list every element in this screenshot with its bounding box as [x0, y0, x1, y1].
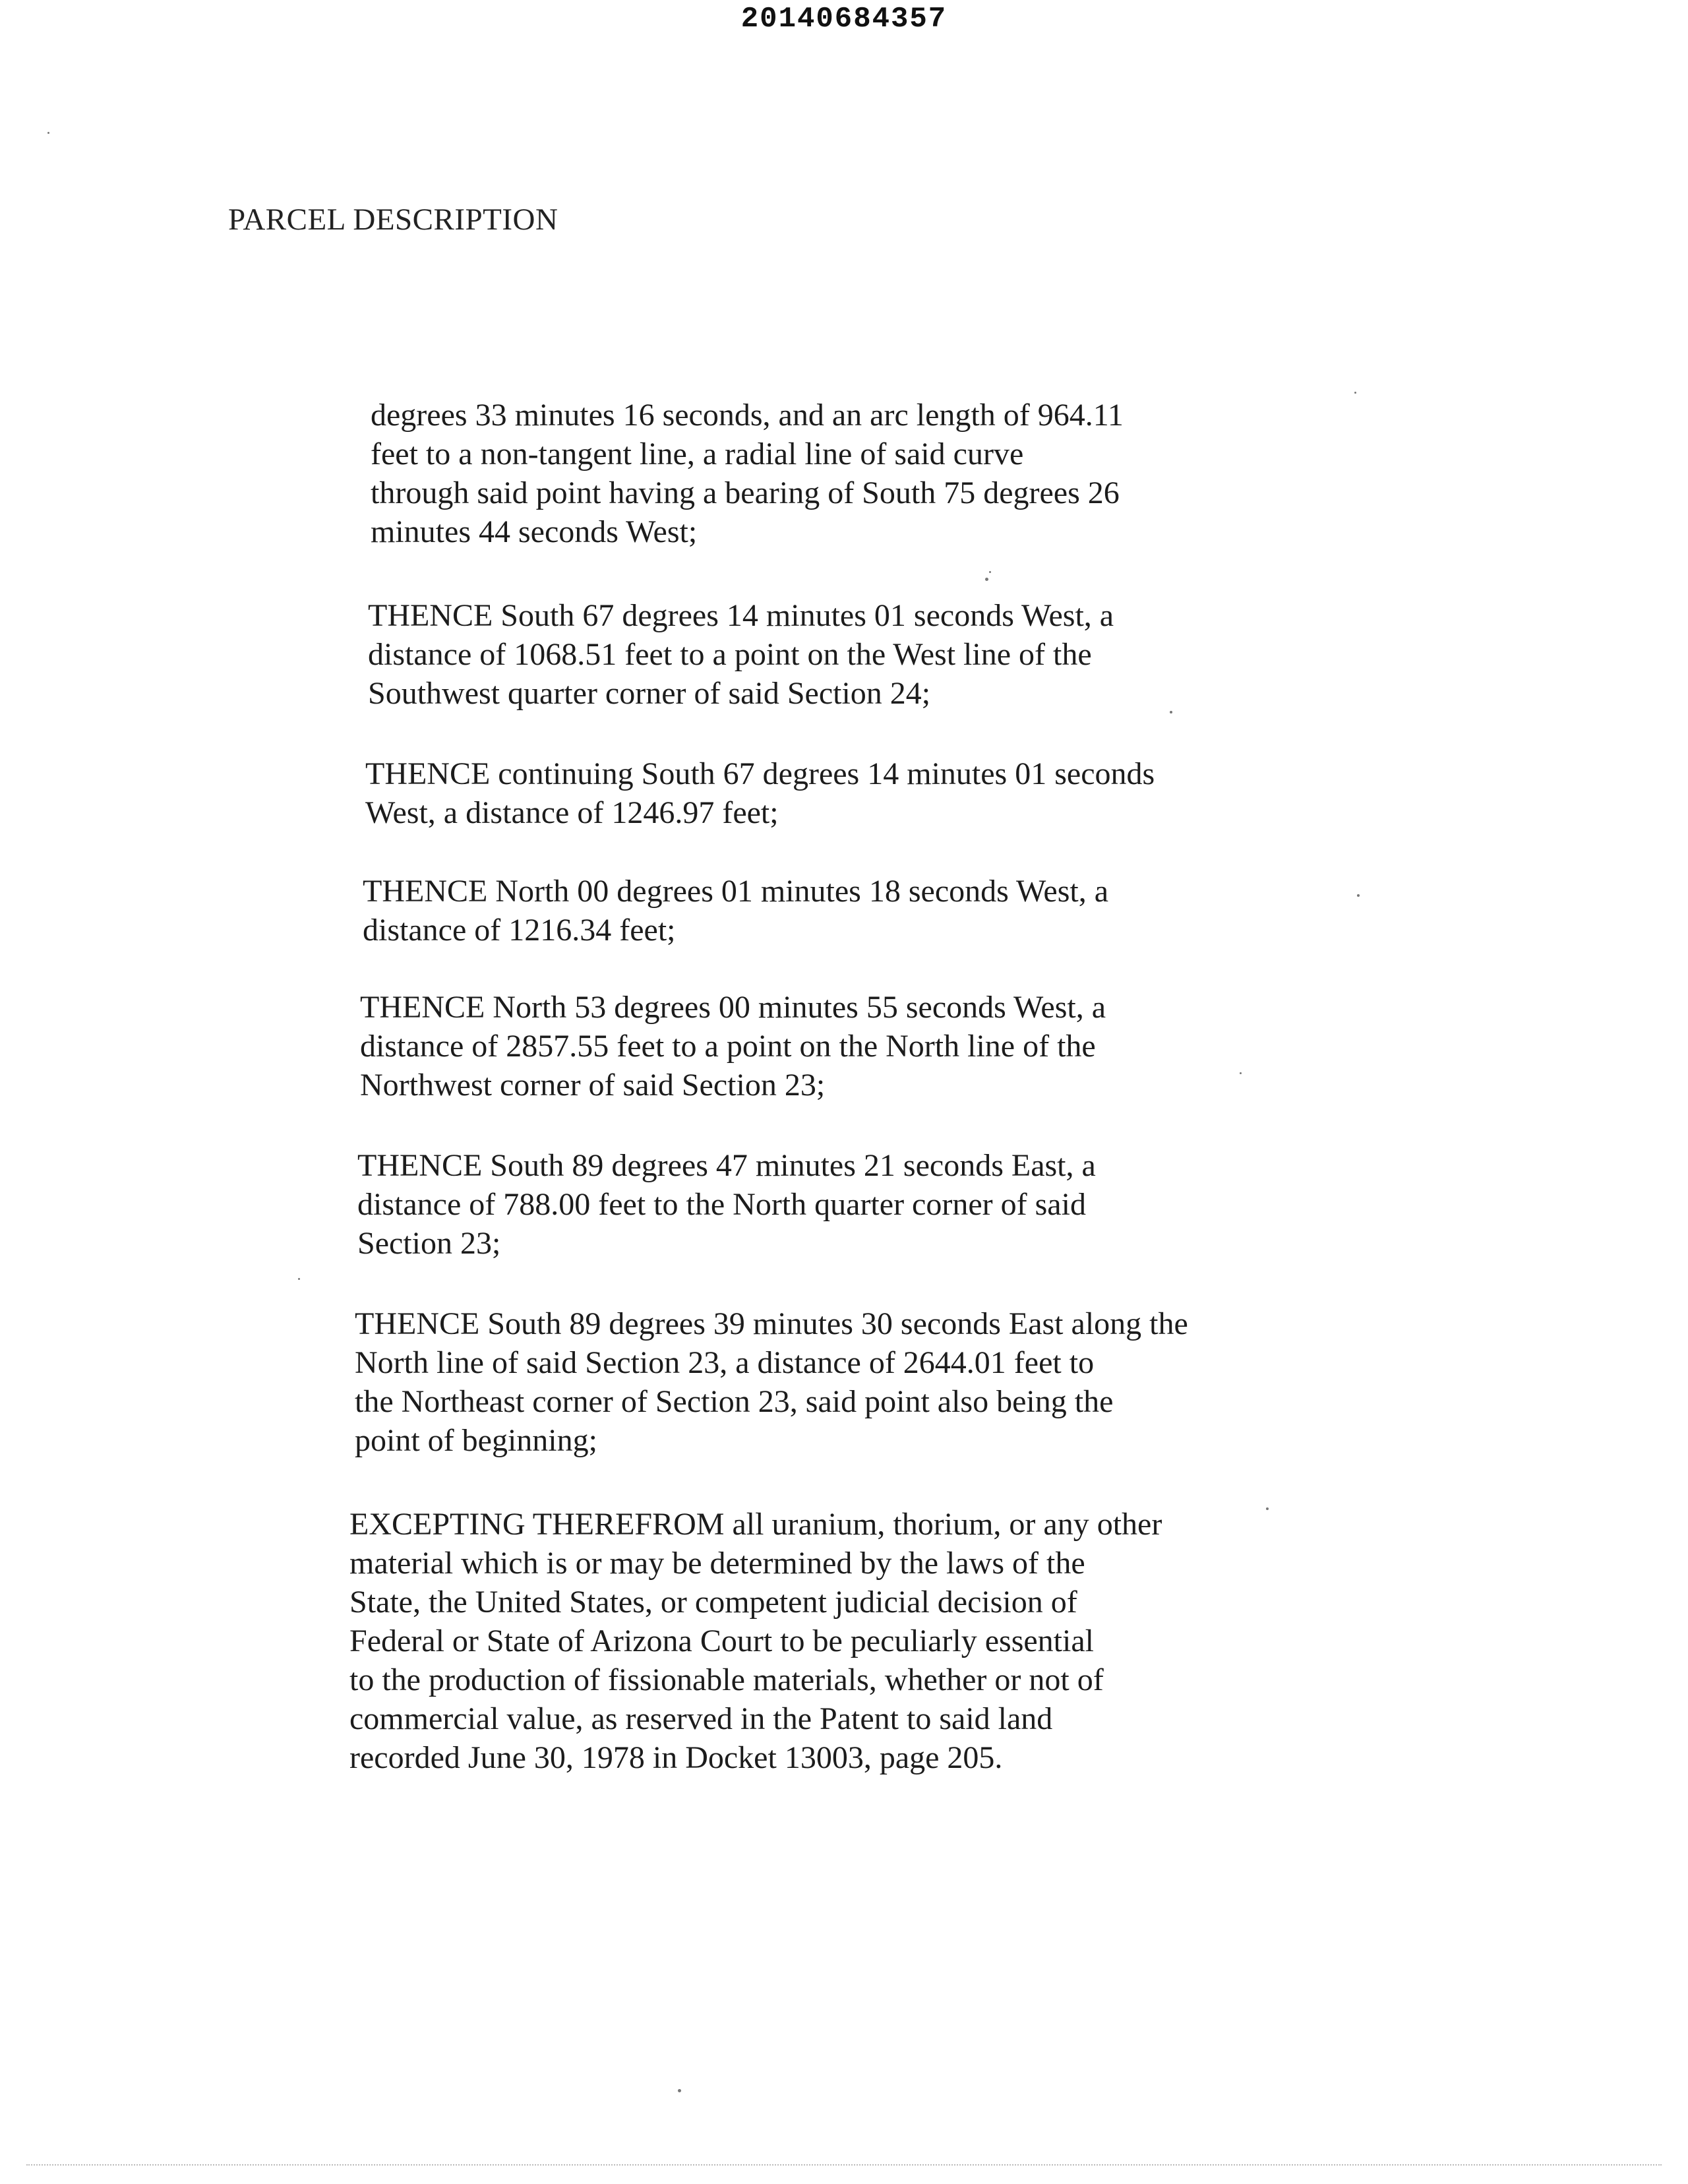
text-line: distance of 1216.34 feet; — [363, 913, 676, 948]
paragraph-course-4 — [360, 988, 1106, 1105]
paragraph-excepting — [349, 1505, 1162, 1777]
text-line: distance of 2857.55 feet to a point on the North line of the — [360, 1029, 1096, 1064]
text-line: THENCE continuing South 67 degrees 14 minutes 01 seconds — [365, 756, 1155, 791]
scan-speck — [47, 132, 49, 134]
scan-artifact-line — [26, 2164, 1662, 2166]
paragraph-course-5 — [357, 1146, 1096, 1263]
scan-speck — [1354, 392, 1356, 394]
text-line: THENCE South 67 degrees 14 minutes 01 seconds West, a — [368, 598, 1114, 633]
text-line: material which is or may be determined by the laws of the — [349, 1546, 1085, 1581]
text-line: Federal or State of Arizona Court to be peculiarly essential — [349, 1623, 1094, 1658]
text-line: degrees 33 minutes 16 seconds, and an arc length of 964.11 — [371, 398, 1124, 433]
text-line: distance of 1068.51 feet to a point on the West line of the — [368, 637, 1092, 672]
text-line: to the production of fissionable materials, whether or not of — [349, 1662, 1104, 1697]
text-line: THENCE North 00 degrees 01 minutes 18 seconds West, a — [363, 874, 1109, 909]
scan-speck — [1170, 711, 1172, 713]
text-line: North line of said Section 23, a distance of 2644.01 feet to — [355, 1345, 1095, 1380]
text-line: State, the United States, or competent judicial decision of — [349, 1585, 1077, 1620]
text-line: Southwest quarter corner of said Section 24; — [368, 676, 931, 711]
text-line: THENCE North 53 degrees 00 minutes 55 seconds West, a — [360, 990, 1106, 1025]
text-line: through said point having a bearing of South 75 degrees 26 — [371, 475, 1120, 510]
paragraph-course-2 — [365, 754, 1155, 832]
text-line: point of beginning; — [355, 1423, 597, 1458]
paragraph-curve-end — [371, 396, 1124, 551]
paragraph-course-3 — [363, 872, 1108, 950]
scan-speck — [298, 1278, 300, 1280]
text-line: Northwest corner of said Section 23; — [360, 1068, 826, 1103]
text-line: distance of 788.00 feet to the North quarter corner of said — [357, 1187, 1086, 1222]
text-line: commercial value, as reserved in the Patent to said land — [349, 1701, 1053, 1736]
text-line: THENCE South 89 degrees 47 minutes 21 seconds East, a — [357, 1148, 1096, 1183]
text-line: Section 23; — [357, 1226, 501, 1261]
scan-speck — [989, 571, 991, 573]
paragraph-course-6 — [355, 1304, 1188, 1460]
text-line: EXCEPTING THEREFROM all uranium, thorium, or any other — [349, 1507, 1162, 1542]
scan-speck — [1240, 1072, 1242, 1074]
text-line: THENCE South 89 degrees 39 minutes 30 seconds East along the — [355, 1306, 1188, 1341]
paragraph-course-1 — [368, 596, 1114, 713]
text-line: feet to a non-tangent line, a radial line of said curve — [371, 437, 1024, 471]
document-number: 20140684357 — [740, 3, 948, 36]
scan-speck — [1357, 894, 1360, 897]
scan-speck — [1266, 1507, 1269, 1510]
scan-speck — [985, 578, 988, 581]
scan-speck — [678, 2089, 681, 2092]
text-line: West, a distance of 1246.97 feet; — [365, 795, 779, 830]
text-line: minutes 44 seconds West; — [371, 514, 698, 549]
page-heading: PARCEL DESCRIPTION — [228, 202, 558, 237]
text-line: the Northeast corner of Section 23, said point also being the — [355, 1384, 1114, 1419]
text-line: recorded June 30, 1978 in Docket 13003, page 205. — [349, 1740, 1003, 1775]
